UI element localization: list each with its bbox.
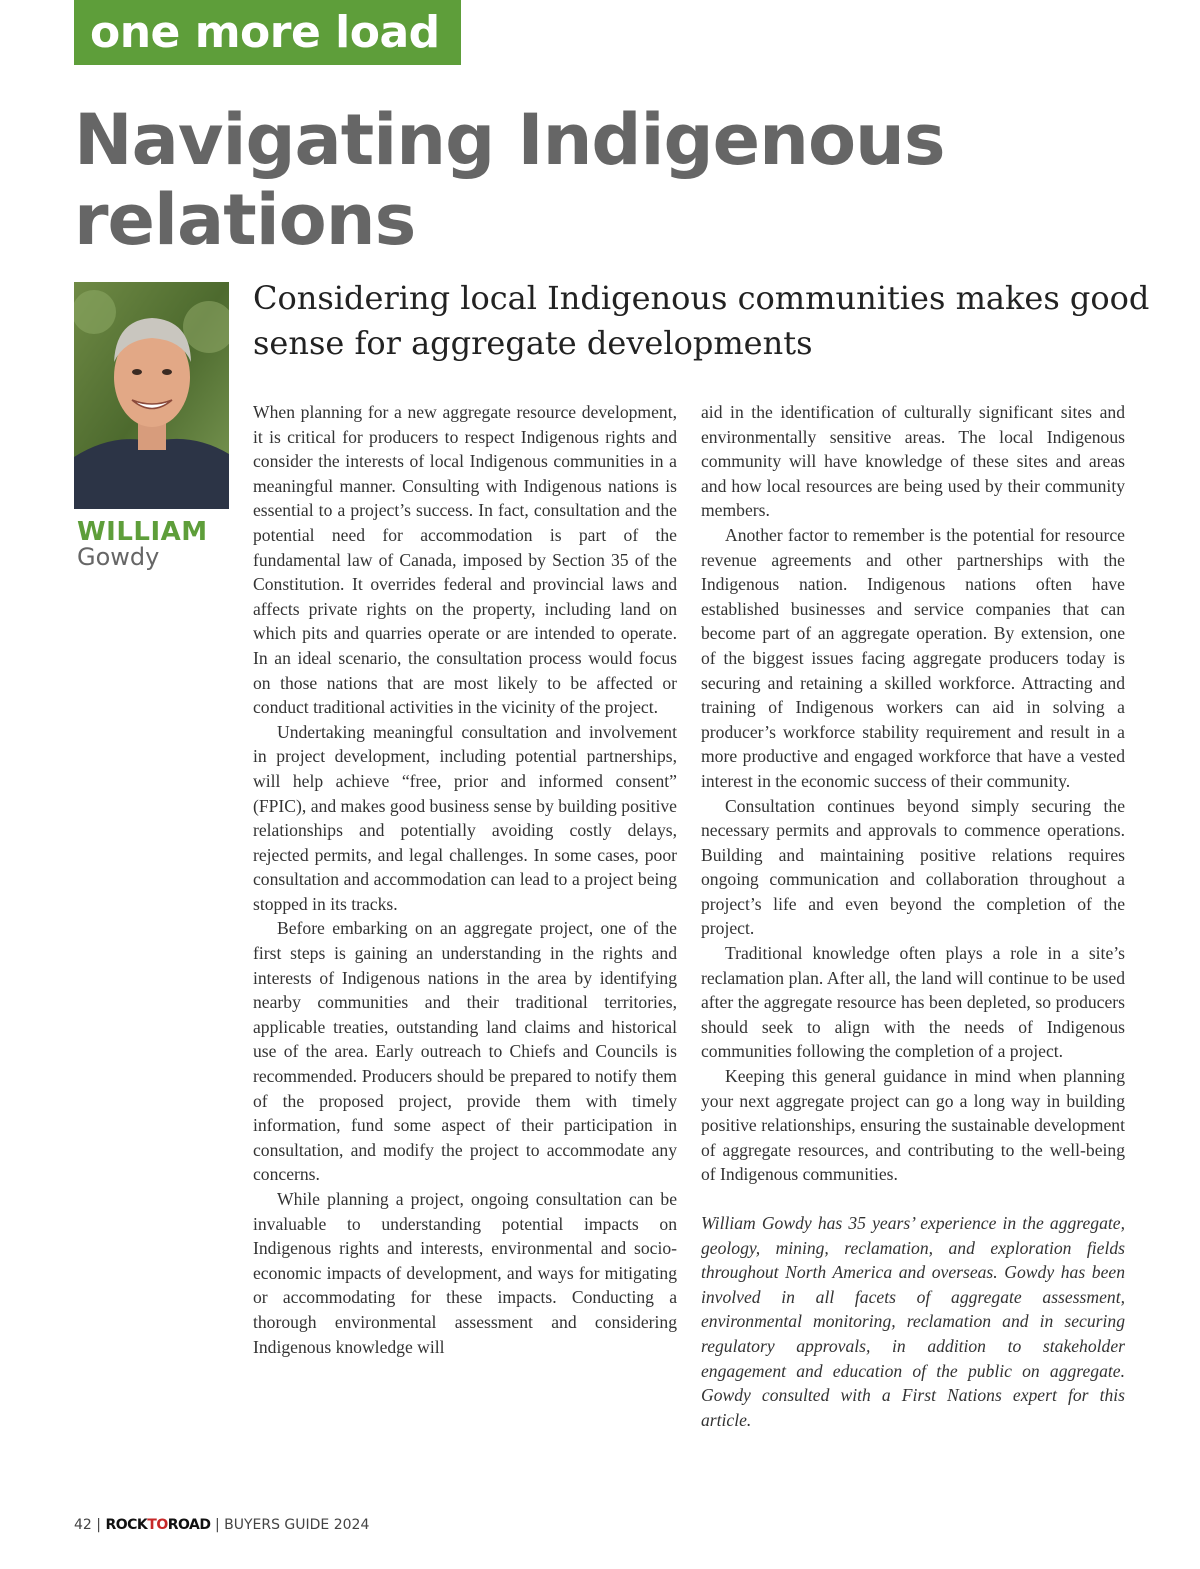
body-paragraph: When planning for a new aggregate resource development, it is critical for producers to respect Indigenous rights and consider the interests of local Indigenous communities in a meaningful manner. Consulting with Indigenous nations is essential to a project’s success. In fact, consultation and the potential need for accommodation is part of the fundamental law of Canada, imposed by Section 35 of the Constitution. It overrides federal and provincial laws and affects private rights on the property, including land on which pits and quarries operate or are intended to operate. In an ideal scenario, the consultation process would focus on those nations that are most likely to be affected or conduct traditional activities in the vicinity of the project. bbox=[253, 402, 677, 718]
body-paragraph: Another factor to remember is the potential for resource revenue agreements and other partnerships with the Indigenous nation. Indigenous nations often have established businesses and service companies that can become part of an aggregate operation. By extension, one of the biggest issues facing aggregate producers today is securing and retaining a skilled workforce. Attracting and training of Indigenous workers can aid in solving a producer’s workforce stability requirement and result in a more productive and engaged workforce that have a vested interest in the economic success of their community. bbox=[701, 524, 1125, 791]
author-first-name: WILLIAM bbox=[77, 517, 208, 547]
section-tag: one more load bbox=[74, 0, 461, 65]
deck-subtitle: Considering local Indigenous communities makes good sense for aggregate developments bbox=[253, 279, 1150, 362]
footer-divider: | bbox=[96, 1517, 106, 1533]
body-paragraph: Keeping this general guidance in mind when planning your next aggregate project can go a long way in building positive relationships, ensuring the sustainable development of aggregate resources, and contributing to the well-being of Indigenous communities. bbox=[701, 1066, 1125, 1185]
body-column-left bbox=[253, 400, 677, 1359]
footer-divider: | bbox=[214, 1517, 225, 1533]
body-paragraph: Undertaking meaningful consultation and involvement in project development, including potential partnerships, will help achieve “free, prior and informed consent” (FPIC), and makes good business sense by building positive relationships and potentially avoiding costly delays, rejected permits, and legal challenges. In some cases, poor consultation and accommodation can lead to a project being stopped in its tracks. bbox=[253, 721, 677, 914]
body-column-right bbox=[701, 400, 1125, 1432]
publication-logo: ROCKTOROAD bbox=[105, 1517, 211, 1533]
page-number: 42 bbox=[74, 1517, 92, 1533]
author-last-name: Gowdy bbox=[77, 543, 160, 571]
body-paragraph: While planning a project, ongoing consultation can be invaluable to understanding potential impacts on Indigenous rights and interests, environmental and socio-economic impacts of development, and ways for mitigating or accommodating for these impacts. Conducting a thorough environmental assessment and considering Indigenous knowledge will bbox=[253, 1189, 677, 1357]
author-bio: William Gowdy has 35 years’ experience in the aggregate, geology, mining, reclamation, and exploration fields throughout North America and overseas. Gowdy has been involved in all facets of aggregate assessment, environmental monitoring, reclamation and in securing regulatory approvals, in addition to stakeholder engagement and education of the public on aggregate. Gowdy consulted with a First Nations expert for this article. bbox=[701, 1213, 1125, 1430]
author-portrait-image bbox=[74, 282, 229, 509]
body-paragraph: Before embarking on an aggregate project, one of the first steps is gaining an understanding in the rights and interests of Indigenous nations in the area by identifying nearby communities and their traditional territories, applicable treaties, outstanding land claims and historical use of the area. Early outreach to Chiefs and Councils is recommended. Producers should be prepared to notify them of the proposed project, provide them with timely information, fund some aspect of their participation in consultation, and modify the project to accommodate any concerns. bbox=[253, 918, 677, 1185]
body-paragraph: Traditional knowledge often plays a role in a site’s reclamation plan. After all, the land will continue to be used after the aggregate resource has been depleted, so producers should seek to align with the needs of Indigenous communities following the completion of a project. bbox=[701, 943, 1125, 1062]
body-paragraph: Consultation continues beyond simply securing the necessary permits and approvals to commence operations. Building and maintaining positive relations requires ongoing communication and collaboration throughout a project’s life and even beyond the completion of the project. bbox=[701, 795, 1125, 939]
body-paragraph: aid in the identification of culturally significant sites and environmentally sensitive areas. The local Indigenous community will have knowledge of these sites and areas and how local resources are being used by their community members. bbox=[701, 402, 1125, 521]
issue-name: BUYERS GUIDE 2024 bbox=[224, 1517, 370, 1533]
page-footer bbox=[74, 1517, 369, 1533]
headline: Navigating Indigenous relations bbox=[74, 99, 945, 261]
author-photo bbox=[74, 282, 229, 509]
